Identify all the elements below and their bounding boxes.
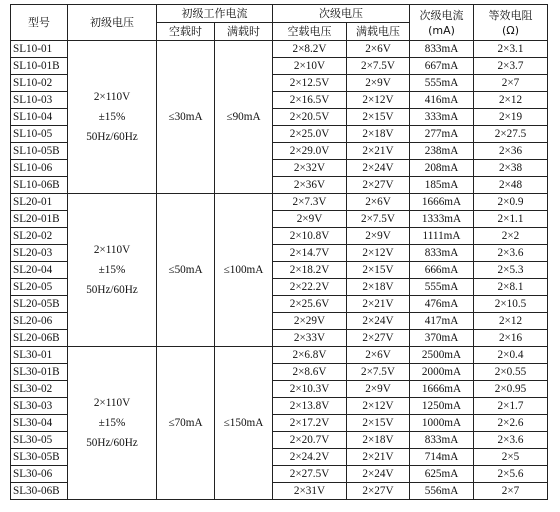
secondary-full-load-voltage-cell: 2×18V (347, 432, 410, 449)
secondary-current-cell: 370mA (410, 330, 474, 347)
full-load-current-cell: ≤100mA (215, 194, 273, 347)
equiv-resistance-cell: 2×0.9 (474, 194, 548, 211)
secondary-full-load-voltage-cell: 2×7.5V (347, 58, 410, 75)
secondary-current-cell: 833mA (410, 432, 474, 449)
secondary-no-load-voltage-cell: 2×32V (273, 160, 347, 177)
model-cell: SL10-04 (11, 109, 68, 126)
equiv-resistance-cell: 2×3.1 (474, 41, 548, 58)
model-cell: SL30-05B (11, 449, 68, 466)
secondary-no-load-voltage-cell: 2×27.5V (273, 466, 347, 483)
full-load-current-cell: ≤150mA (215, 347, 273, 500)
equiv-resistance-cell: 2×7 (474, 75, 548, 92)
secondary-full-load-voltage-cell: 2×27V (347, 330, 410, 347)
model-cell: SL20-02 (11, 228, 68, 245)
secondary-full-load-voltage-cell: 2×7.5V (347, 211, 410, 228)
secondary-current-cell: 417mA (410, 313, 474, 330)
header-equiv-resistance-label: 等效电阻 (488, 8, 533, 22)
secondary-current-cell: 238mA (410, 143, 474, 160)
secondary-full-load-voltage-cell: 2×6V (347, 347, 410, 364)
model-cell: SL30-06 (11, 466, 68, 483)
secondary-no-load-voltage-cell: 2×29.0V (273, 143, 347, 160)
model-cell: SL10-02 (11, 75, 68, 92)
header-sec-no-load: 空载电压 (273, 23, 347, 41)
equiv-resistance-cell: 2×12 (474, 92, 548, 109)
secondary-no-load-voltage-cell: 2×7.3V (273, 194, 347, 211)
secondary-current-cell: 2000mA (410, 364, 474, 381)
no-load-current-cell: ≤70mA (157, 347, 215, 500)
header-secondary-current-label: 次级电流 (419, 8, 464, 22)
equiv-resistance-cell: 2×5 (474, 449, 548, 466)
secondary-no-load-voltage-cell: 2×9V (273, 211, 347, 228)
primary-voltage-line: 2×110V (93, 397, 131, 409)
model-cell: SL20-05B (11, 296, 68, 313)
secondary-full-load-voltage-cell: 2×15V (347, 262, 410, 279)
secondary-no-load-voltage-cell: 2×20.7V (273, 432, 347, 449)
model-cell: SL20-06B (11, 330, 68, 347)
equiv-resistance-cell: 2×16 (474, 330, 548, 347)
secondary-no-load-voltage-cell: 2×29V (273, 313, 347, 330)
secondary-full-load-voltage-cell: 2×9V (347, 228, 410, 245)
secondary-full-load-voltage-cell: 2×12V (347, 92, 410, 109)
model-cell: SL10-05B (11, 143, 68, 160)
secondary-current-cell: 476mA (410, 296, 474, 313)
secondary-full-load-voltage-cell: 2×6V (347, 41, 410, 58)
secondary-no-load-voltage-cell: 2×31V (273, 483, 347, 500)
model-cell: SL20-03 (11, 245, 68, 262)
secondary-full-load-voltage-cell: 2×18V (347, 279, 410, 296)
secondary-full-load-voltage-cell: 2×15V (347, 415, 410, 432)
equiv-resistance-cell: 2×8.1 (474, 279, 548, 296)
full-load-current-cell: ≤90mA (215, 41, 273, 194)
primary-voltage-line: 2×110V (93, 244, 131, 256)
model-cell: SL30-01B (11, 364, 68, 381)
secondary-full-load-voltage-cell: 2×21V (347, 143, 410, 160)
equiv-resistance-cell: 2×27.5 (474, 126, 548, 143)
secondary-current-cell: 208mA (410, 160, 474, 177)
secondary-current-cell: 833mA (410, 245, 474, 262)
equiv-resistance-cell: 2×0.95 (474, 381, 548, 398)
secondary-full-load-voltage-cell: 2×24V (347, 313, 410, 330)
secondary-no-load-voltage-cell: 2×36V (273, 177, 347, 194)
secondary-full-load-voltage-cell: 2×27V (347, 177, 410, 194)
header-secondary-current-unit: (mA) (428, 23, 455, 37)
table-row (11, 41, 548, 58)
secondary-full-load-voltage-cell: 2×9V (347, 75, 410, 92)
header-primary-voltage: 初级电压 (68, 5, 157, 41)
secondary-no-load-voltage-cell: 2×10.3V (273, 381, 347, 398)
model-cell: SL30-03 (11, 398, 68, 415)
secondary-no-load-voltage-cell: 2×25.6V (273, 296, 347, 313)
secondary-current-cell: 714mA (410, 449, 474, 466)
secondary-current-cell: 833mA (410, 41, 474, 58)
secondary-no-load-voltage-cell: 2×10.8V (273, 228, 347, 245)
secondary-no-load-voltage-cell: 2×33V (273, 330, 347, 347)
equiv-resistance-cell: 2×7 (474, 483, 548, 500)
secondary-no-load-voltage-cell: 2×10V (273, 58, 347, 75)
equiv-resistance-cell: 2×0.55 (474, 364, 548, 381)
secondary-full-load-voltage-cell: 2×7.5V (347, 364, 410, 381)
secondary-current-cell: 1111mA (410, 228, 474, 245)
secondary-no-load-voltage-cell: 2×18.2V (273, 262, 347, 279)
model-cell: SL30-06B (11, 483, 68, 500)
header-sec-full-load: 满载电压 (347, 23, 410, 41)
equiv-resistance-cell: 2×12 (474, 313, 548, 330)
secondary-full-load-voltage-cell: 2×15V (347, 109, 410, 126)
primary-voltage-line: ±15% (98, 111, 126, 123)
secondary-no-load-voltage-cell: 2×8.2V (273, 41, 347, 58)
secondary-current-cell: 625mA (410, 466, 474, 483)
secondary-current-cell: 556mA (410, 483, 474, 500)
model-cell: SL10-01 (11, 41, 68, 58)
secondary-current-cell: 185mA (410, 177, 474, 194)
model-cell: SL20-01 (11, 194, 68, 211)
equiv-resistance-cell: 2×3.6 (474, 245, 548, 262)
model-cell: SL20-01B (11, 211, 68, 228)
secondary-current-cell: 1250mA (410, 398, 474, 415)
secondary-current-cell: 2500mA (410, 347, 474, 364)
model-cell: SL30-04 (11, 415, 68, 432)
secondary-no-load-voltage-cell: 2×20.5V (273, 109, 347, 126)
equiv-resistance-cell: 2×36 (474, 143, 548, 160)
secondary-no-load-voltage-cell: 2×24.2V (273, 449, 347, 466)
secondary-full-load-voltage-cell: 2×6V (347, 194, 410, 211)
secondary-current-cell: 667mA (410, 58, 474, 75)
secondary-full-load-voltage-cell: 2×9V (347, 381, 410, 398)
model-cell: SL30-05 (11, 432, 68, 449)
secondary-no-load-voltage-cell: 2×22.2V (273, 279, 347, 296)
header-primary-current: 初级工作电流 (157, 5, 273, 23)
equiv-resistance-cell: 2×38 (474, 160, 548, 177)
equiv-resistance-cell: 2×0.4 (474, 347, 548, 364)
header-equiv-resistance-unit: (Ω) (502, 23, 519, 37)
secondary-no-load-voltage-cell: 2×14.7V (273, 245, 347, 262)
model-cell: SL30-02 (11, 381, 68, 398)
equiv-resistance-cell: 2×19 (474, 109, 548, 126)
model-cell: SL20-06 (11, 313, 68, 330)
equiv-resistance-cell: 2×5.6 (474, 466, 548, 483)
primary-voltage-line: ±15% (98, 417, 126, 429)
primary-voltage-cell (68, 347, 157, 500)
header-full-load: 满载时 (215, 23, 273, 41)
model-cell: SL10-05 (11, 126, 68, 143)
equiv-resistance-cell: 2×3.6 (474, 432, 548, 449)
table-header (11, 5, 548, 41)
secondary-full-load-voltage-cell: 2×27V (347, 483, 410, 500)
header-secondary-voltage: 次级电压 (273, 5, 410, 23)
no-load-current-cell: ≤50mA (157, 194, 215, 347)
secondary-current-cell: 1333mA (410, 211, 474, 228)
table-row (11, 194, 548, 211)
model-cell: SL10-03 (11, 92, 68, 109)
primary-voltage-line: 50Hz/60Hz (86, 131, 138, 143)
secondary-current-cell: 1666mA (410, 194, 474, 211)
equiv-resistance-cell: 2×1.7 (474, 398, 548, 415)
equiv-resistance-cell: 2×48 (474, 177, 548, 194)
transformer-spec-table (10, 4, 548, 500)
equiv-resistance-cell: 2×2 (474, 228, 548, 245)
primary-voltage-line: 50Hz/60Hz (86, 437, 138, 449)
secondary-current-cell: 277mA (410, 126, 474, 143)
secondary-current-cell: 1666mA (410, 381, 474, 398)
secondary-current-cell: 666mA (410, 262, 474, 279)
secondary-no-load-voltage-cell: 2×13.8V (273, 398, 347, 415)
secondary-full-load-voltage-cell: 2×18V (347, 126, 410, 143)
header-model: 型号 (11, 5, 68, 41)
secondary-full-load-voltage-cell: 2×12V (347, 245, 410, 262)
secondary-current-cell: 333mA (410, 109, 474, 126)
secondary-full-load-voltage-cell: 2×21V (347, 296, 410, 313)
primary-voltage-cell (68, 41, 157, 194)
equiv-resistance-cell: 2×5.3 (474, 262, 548, 279)
secondary-no-load-voltage-cell: 2×6.8V (273, 347, 347, 364)
secondary-current-cell: 416mA (410, 92, 474, 109)
secondary-full-load-voltage-cell: 2×24V (347, 466, 410, 483)
model-cell: SL20-04 (11, 262, 68, 279)
no-load-current-cell: ≤30mA (157, 41, 215, 194)
secondary-full-load-voltage-cell: 2×12V (347, 398, 410, 415)
spec-table-container (10, 4, 548, 500)
header-equiv-resistance (474, 5, 548, 41)
table-body (11, 41, 548, 500)
secondary-full-load-voltage-cell: 2×24V (347, 160, 410, 177)
equiv-resistance-cell: 2×1.1 (474, 211, 548, 228)
primary-voltage-cell (68, 194, 157, 347)
secondary-no-load-voltage-cell: 2×25.0V (273, 126, 347, 143)
primary-voltage-line: ±15% (98, 264, 126, 276)
equiv-resistance-cell: 2×2.6 (474, 415, 548, 432)
equiv-resistance-cell: 2×10.5 (474, 296, 548, 313)
model-cell: SL10-06 (11, 160, 68, 177)
secondary-no-load-voltage-cell: 2×17.2V (273, 415, 347, 432)
secondary-current-cell: 1000mA (410, 415, 474, 432)
secondary-no-load-voltage-cell: 2×12.5V (273, 75, 347, 92)
secondary-current-cell: 555mA (410, 75, 474, 92)
model-cell: SL30-01 (11, 347, 68, 364)
secondary-full-load-voltage-cell: 2×21V (347, 449, 410, 466)
header-secondary-current (410, 5, 474, 41)
model-cell: SL10-01B (11, 58, 68, 75)
primary-voltage-line: 2×110V (93, 91, 131, 103)
secondary-no-load-voltage-cell: 2×8.6V (273, 364, 347, 381)
secondary-current-cell: 555mA (410, 279, 474, 296)
model-cell: SL10-06B (11, 177, 68, 194)
secondary-no-load-voltage-cell: 2×16.5V (273, 92, 347, 109)
primary-voltage-line: 50Hz/60Hz (86, 284, 138, 296)
model-cell: SL20-05 (11, 279, 68, 296)
table-row (11, 347, 548, 364)
equiv-resistance-cell: 2×3.7 (474, 58, 548, 75)
header-no-load: 空载时 (157, 23, 215, 41)
